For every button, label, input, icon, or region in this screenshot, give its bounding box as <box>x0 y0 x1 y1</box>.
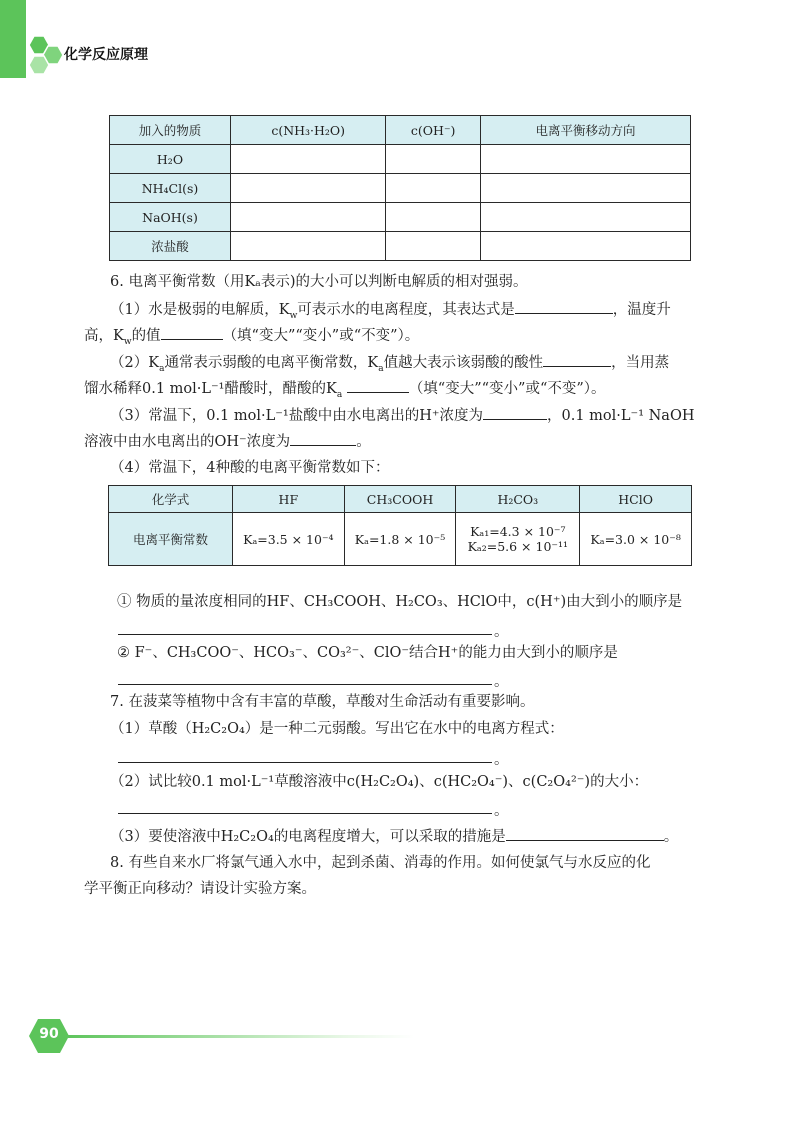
table-row <box>109 513 692 566</box>
text: 。 <box>663 829 679 845</box>
empty-cell <box>386 174 481 203</box>
answer-line[interactable] <box>118 634 492 635</box>
text: （填“变大”“变小”或“不变”）。 <box>408 381 606 397</box>
value-cell: Kₐ=3.5 × 10⁻⁴ <box>233 513 345 566</box>
text: （1）水是极弱的电解质，K <box>110 302 290 318</box>
text: 高，K <box>84 328 124 344</box>
q7-part2: （2）试比较0.1 mol·L⁻¹草酸溶液中c(H₂C₂O₄)、c(HC₂O₄⁻)、c(C₂O₄²⁻)的大小： <box>110 774 649 790</box>
value-cell: Kₐ=3.0 × 10⁻⁸ <box>580 513 692 566</box>
value-ka1: Kₐ₁=4.3 × 10⁻⁷ <box>470 524 566 539</box>
q6-part4: （4）常温下，4种酸的电离平衡常数如下： <box>110 460 390 476</box>
q8-line2: 学平衡正向移动？请设计实验方案。 <box>84 881 316 897</box>
subscript-w: w <box>289 310 298 321</box>
answer-line[interactable] <box>118 762 492 763</box>
table-header-cell: 加入的物质 <box>110 116 231 145</box>
row-label: H₂O <box>110 145 231 174</box>
text: ，当用蒸 <box>611 355 670 371</box>
end-mark: 。 <box>494 752 509 768</box>
text: ，0.1 mol·L⁻¹ NaOH <box>547 408 695 424</box>
row-label: NaOH(s) <box>110 203 231 232</box>
q6-part1-line2 <box>84 325 419 352</box>
table-header-cell: H₂CO₃ <box>456 486 580 513</box>
q6-part2-line1 <box>110 352 669 379</box>
table-ammonia-equilibrium <box>109 115 691 261</box>
value-cell: Kₐ=1.8 × 10⁻⁵ <box>344 513 456 566</box>
answer-blank[interactable] <box>515 299 613 314</box>
text: 通常表示弱酸的电离平衡常数，K <box>164 355 379 371</box>
text: 的值 <box>131 328 161 344</box>
empty-cell <box>480 203 690 232</box>
text: 值越大表示该弱酸的酸性 <box>383 355 544 371</box>
subscript-a: a <box>378 363 384 374</box>
q6-part2-line2 <box>84 378 606 405</box>
footer-gradient-line <box>64 1035 414 1038</box>
q6-part4-item1: ① 物质的量浓度相同的HF、CH₃COOH、H₂CO₃、HClO中，c(H⁺)由大到小的顺序是 <box>117 594 683 610</box>
end-mark: 。 <box>494 674 509 690</box>
table-row <box>110 145 691 174</box>
q7-part1: （1）草酸（H₂C₂O₄）是一种二元弱酸。写出它在水中的电离方程式： <box>110 721 564 737</box>
empty-cell <box>386 145 481 174</box>
q6-part4-item2: ② F⁻、CH₃COO⁻、HCO₃⁻、CO₃²⁻、ClO⁻结合H⁺的能力由大到小的顺序是 <box>117 645 618 661</box>
empty-cell <box>231 232 386 261</box>
row-label: 浓盐酸 <box>110 232 231 261</box>
q6-part3-line2 <box>84 431 371 452</box>
q6-stem: 6. 电离平衡常数（用Kₐ表示)的大小可以判断电解质的相对强弱。 <box>110 274 528 290</box>
answer-blank[interactable] <box>290 431 356 446</box>
page-number: 90 <box>39 1026 59 1042</box>
row-label: NH₄Cl(s) <box>110 174 231 203</box>
table-header-cell: 化学式 <box>109 486 233 513</box>
answer-line[interactable] <box>118 684 492 685</box>
text: 可表示水的电离程度，其表达式是 <box>297 302 515 318</box>
answer-line[interactable] <box>118 813 492 814</box>
text: （3）要使溶液中H₂C₂O₄的电离程度增大，可以采取的措施是 <box>110 829 506 845</box>
end-mark: 。 <box>494 803 509 819</box>
q8-line1: 8. 有些自来水厂将氯气通入水中，起到杀菌、消毒的作用。如何使氯气与水反应的化 <box>110 855 651 871</box>
table-header-cell: HF <box>233 486 345 513</box>
text: （3）常温下，0.1 mol·L⁻¹盐酸中由水电离出的H⁺浓度为 <box>110 408 484 424</box>
text: ，温度升 <box>612 302 671 318</box>
hexagon-logo-icon <box>20 34 68 78</box>
row-label: 电离平衡常数 <box>109 513 233 566</box>
table-header-cell: 电离平衡移动方向 <box>480 116 690 145</box>
empty-cell <box>386 203 481 232</box>
answer-blank[interactable] <box>161 325 223 340</box>
table-row <box>110 174 691 203</box>
q6-part3-line1 <box>110 405 694 426</box>
table-row <box>110 203 691 232</box>
table-row <box>110 232 691 261</box>
answer-blank[interactable] <box>506 826 664 841</box>
q7-part3 <box>110 826 678 847</box>
text: （2）K <box>110 355 160 371</box>
subscript-a: a <box>336 389 343 400</box>
empty-cell <box>386 232 481 261</box>
subscript-a: a <box>159 363 165 374</box>
empty-cell <box>231 145 386 174</box>
table-header-cell: CH₃COOH <box>344 486 456 513</box>
empty-cell <box>480 232 690 261</box>
answer-blank[interactable] <box>347 378 409 393</box>
text: （填“变大”“变小”或“不变”）。 <box>222 328 420 344</box>
table-header-cell: c(OH⁻) <box>386 116 481 145</box>
chapter-title: 化学反应原理 <box>64 47 148 63</box>
answer-blank[interactable] <box>483 405 547 420</box>
empty-cell <box>480 174 690 203</box>
answer-blank[interactable] <box>543 352 611 367</box>
empty-cell <box>231 174 386 203</box>
empty-cell <box>231 203 386 232</box>
text: 溶液中由水电离出的OH⁻浓度为 <box>84 434 291 450</box>
table-acid-constants <box>108 485 692 566</box>
q6-part1-line1 <box>110 299 671 326</box>
value-ka2: Kₐ₂=5.6 × 10⁻¹¹ <box>467 539 569 554</box>
table-header-cell: c(NH₃·H₂O) <box>231 116 386 145</box>
end-mark: 。 <box>494 624 509 640</box>
text: 。 <box>356 434 371 450</box>
empty-cell <box>480 145 690 174</box>
q7-stem: 7. 在菠菜等植物中含有丰富的草酸，草酸对生命活动有重要影响。 <box>110 694 535 710</box>
table-header-cell: HClO <box>580 486 692 513</box>
subscript-w: w <box>123 336 132 347</box>
text: 馏水稀释0.1 mol·L⁻¹醋酸时，醋酸的K <box>84 381 337 397</box>
value-cell <box>456 513 580 566</box>
